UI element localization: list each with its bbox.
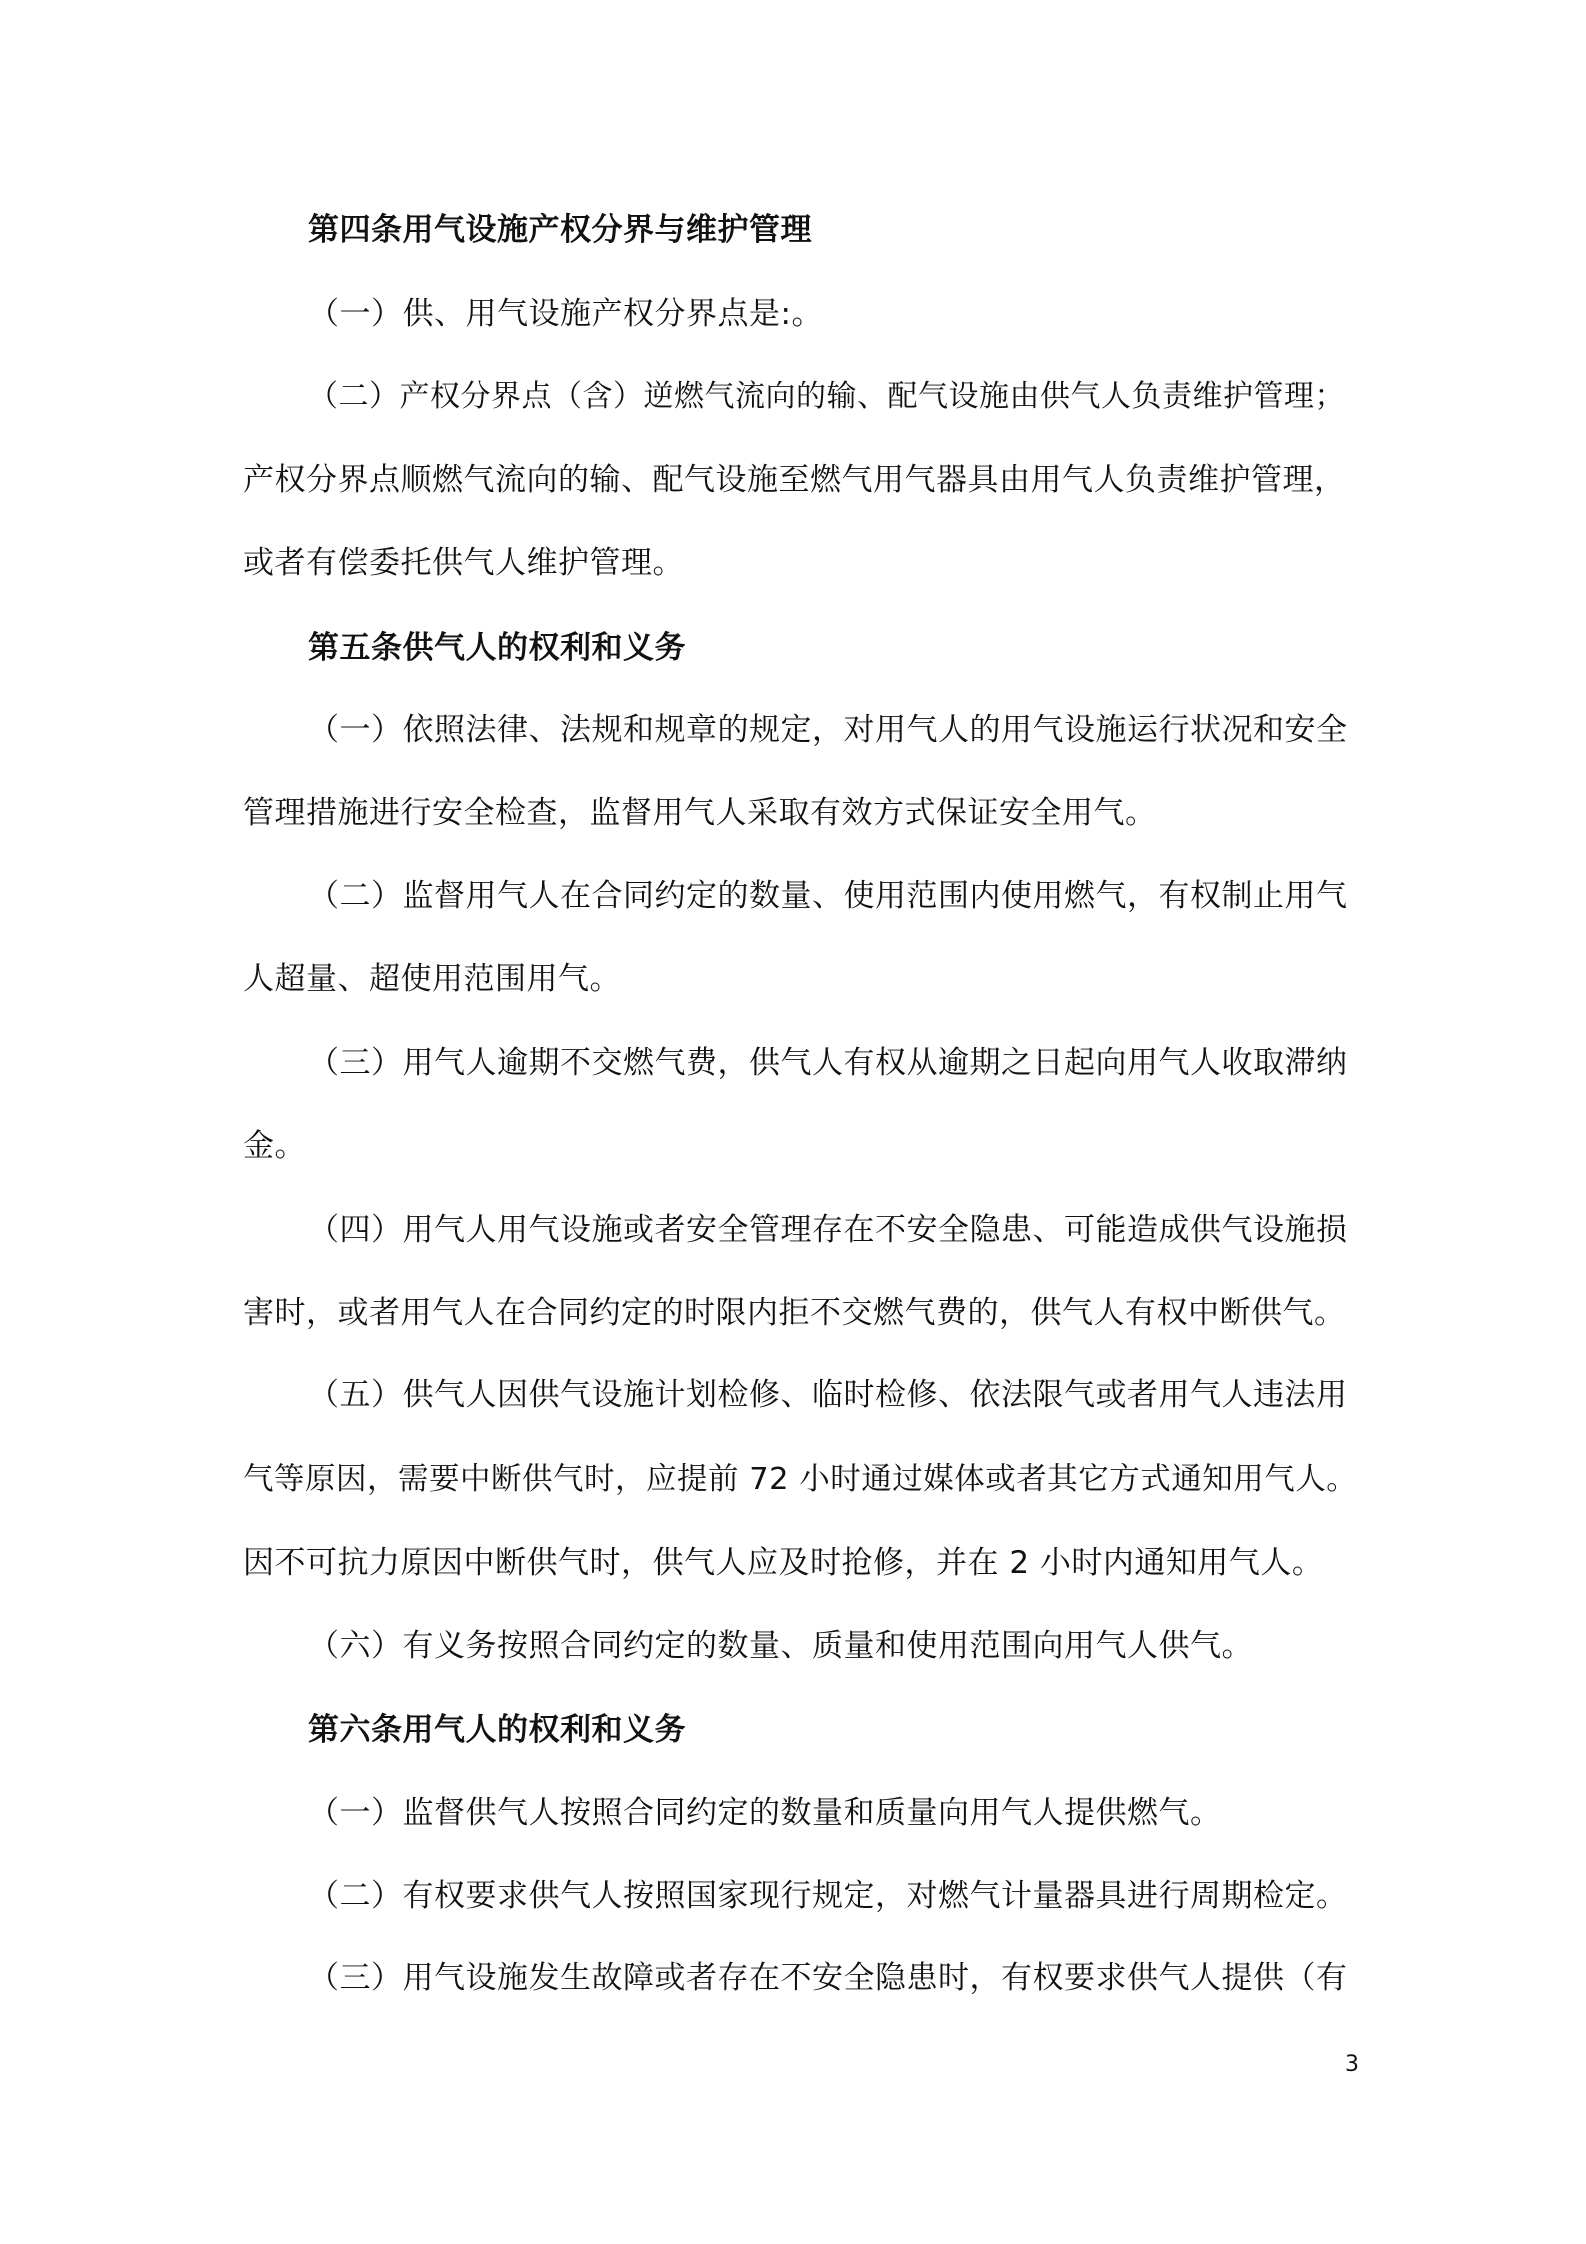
article-5-item-1-line-2: 管理措施进行安全检查，监督用气人采取有效方式保证安全用气。 [243, 795, 1157, 831]
article-6-item-3-line-1: （三）用气设施发生故障或者存在不安全隐患时，有权要求供气人提供（有 [308, 1960, 1348, 1996]
article-5-item-5-line-2: 气等原因，需要中断供气时，应提前 72 小时通过媒体或者其它方式通知用气人。 [243, 1462, 1358, 1497]
page-number: 3 [1345, 2052, 1359, 2077]
article-4-heading: 第四条用气设施产权分界与维护管理 [308, 212, 812, 248]
article-4-item-2-line-2: 产权分界点顺燃气流向的输、配气设施至燃气用气器具由用气人负责维护管理， [243, 462, 1346, 498]
article-5-item-2-line-2: 人超量、超使用范围用气。 [243, 961, 621, 997]
article-4-item-2-line-3: 或者有偿委托供气人维护管理。 [243, 545, 684, 581]
article-6-heading: 第六条用气人的权利和义务 [308, 1712, 686, 1748]
article-6-item-1: （一）监督供气人按照合同约定的数量和质量向用气人提供燃气。 [308, 1795, 1222, 1831]
article-5-item-5-line-1: （五）供气人因供气设施计划检修、临时检修、依法限气或者用气人违法用 [308, 1377, 1348, 1413]
article-5-item-1-line-1: （一）依照法律、法规和规章的规定，对用气人的用气设施运行状况和安全 [308, 712, 1348, 748]
article-5-item-6: （六）有义务按照合同约定的数量、质量和使用范围向用气人供气。 [308, 1628, 1253, 1664]
article-5-item-4-line-1: （四）用气人用气设施或者安全管理存在不安全隐患、可能造成供气设施损 [308, 1212, 1348, 1248]
article-5-heading: 第五条供气人的权利和义务 [308, 630, 686, 666]
article-5-item-3-line-2: 金。 [243, 1128, 306, 1164]
article-6-item-2: （二）有权要求供气人按照国家现行规定，对燃气计量器具进行周期检定。 [308, 1878, 1348, 1914]
article-5-item-5-line-3: 因不可抗力原因中断供气时，供气人应及时抢修，并在 2 小时内通知用气人。 [243, 1545, 1324, 1581]
article-5-item-2-line-1: （二）监督用气人在合同约定的数量、使用范围内使用燃气，有权制止用气 [308, 878, 1348, 914]
article-5-item-4-line-2: 害时，或者用气人在合同约定的时限内拒不交燃气费的，供气人有权中断供气。 [243, 1295, 1346, 1331]
article-4-item-1: （一）供、用气设施产权分界点是:。 [308, 296, 823, 332]
article-4-item-2-line-1: （二）产权分界点（含）逆燃气流向的输、配气设施由供气人负责维护管理； [308, 379, 1345, 414]
article-5-item-3-line-1: （三）用气人逾期不交燃气费，供气人有权从逾期之日起向用气人收取滞纳 [308, 1045, 1348, 1081]
